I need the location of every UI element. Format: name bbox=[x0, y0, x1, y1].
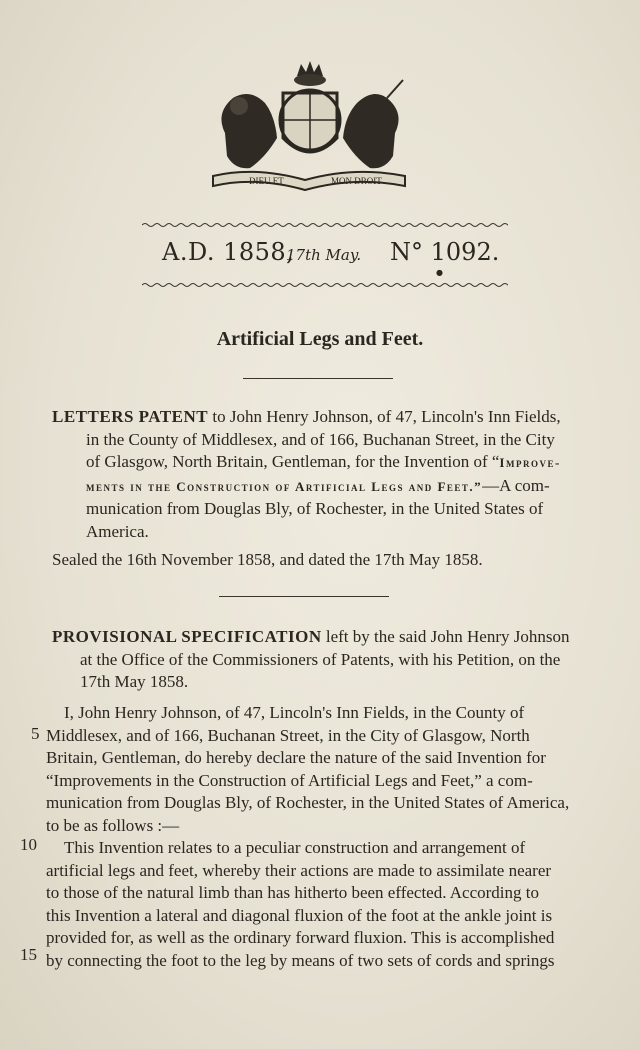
patent-year: A.D. 1858, bbox=[162, 238, 295, 266]
motto-left: DIEU ET bbox=[249, 176, 284, 186]
sealed-line: Sealed the 16th November 1858, and dated the 17th May 1858. bbox=[52, 550, 483, 569]
line-number: 5 bbox=[31, 724, 40, 743]
patent-number: N° 1092. bbox=[390, 238, 500, 266]
motto-right: MON DROIT bbox=[331, 176, 382, 186]
ornamental-rule-bottom bbox=[142, 281, 508, 289]
line-number: 10 bbox=[20, 835, 37, 854]
body-text: I, John Henry Johnson, of 47, Lincoln's Inn Fields, in the County of Middlesex, and of 166, Buchanan Street, in the City of Glasgow, North Britain, Gentleman, do hereby declare the nature of the said Invention for “Improvements in the Construction of Artificial Legs and Feet,” a com- munication from Douglas Bly, of Rochester, in the United States of America, to be as follows :— This Invention relates to a peculiar construction and arrangement of artificial legs and feet, whereby their actions are made to assimilate nearer to those of the natural limb than has hitherto been effected. According to this Invention a lateral and diagonal fluxion of the foot at the ankle joint is provided for, as well as the ordinary forward fluxion. This is accomplished by connecting the foot to the leg by means of two sets of cords and springs bbox=[46, 703, 570, 970]
ornament-dot: ● bbox=[436, 268, 443, 277]
line-number: 15 bbox=[20, 945, 37, 964]
document-title: Artificial Legs and Feet. bbox=[216, 328, 424, 350]
royal-crest-emblem bbox=[205, 58, 415, 193]
letters-patent-paragraph: LETTERS PATENT to John Henry Johnson, of 47, Lincoln's Inn Fields, in the County of Middlesex, and of 166, Buchanan Street, in the City of Glasgow, North Britain, Gentleman, for the Invention of “Improve- ments in the Construction of Artificial Legs and Feet.”—A com- munication from Douglas Bly, of Rochester, in the United States of America. bbox=[52, 407, 561, 541]
provisional-specification: PROVISIONAL SPECIFICATION left by the said John Henry Johnson at the Office of the Commissioners of Patents, with his Petition, on the 17th May 1858. bbox=[52, 627, 570, 691]
letters-patent-lead: LETTERS PATENT bbox=[52, 407, 209, 426]
divider-rule-2 bbox=[219, 596, 389, 597]
patent-date: 17th May. bbox=[286, 246, 362, 264]
divider-rule bbox=[243, 378, 393, 379]
ornamental-rule-top bbox=[142, 221, 508, 229]
